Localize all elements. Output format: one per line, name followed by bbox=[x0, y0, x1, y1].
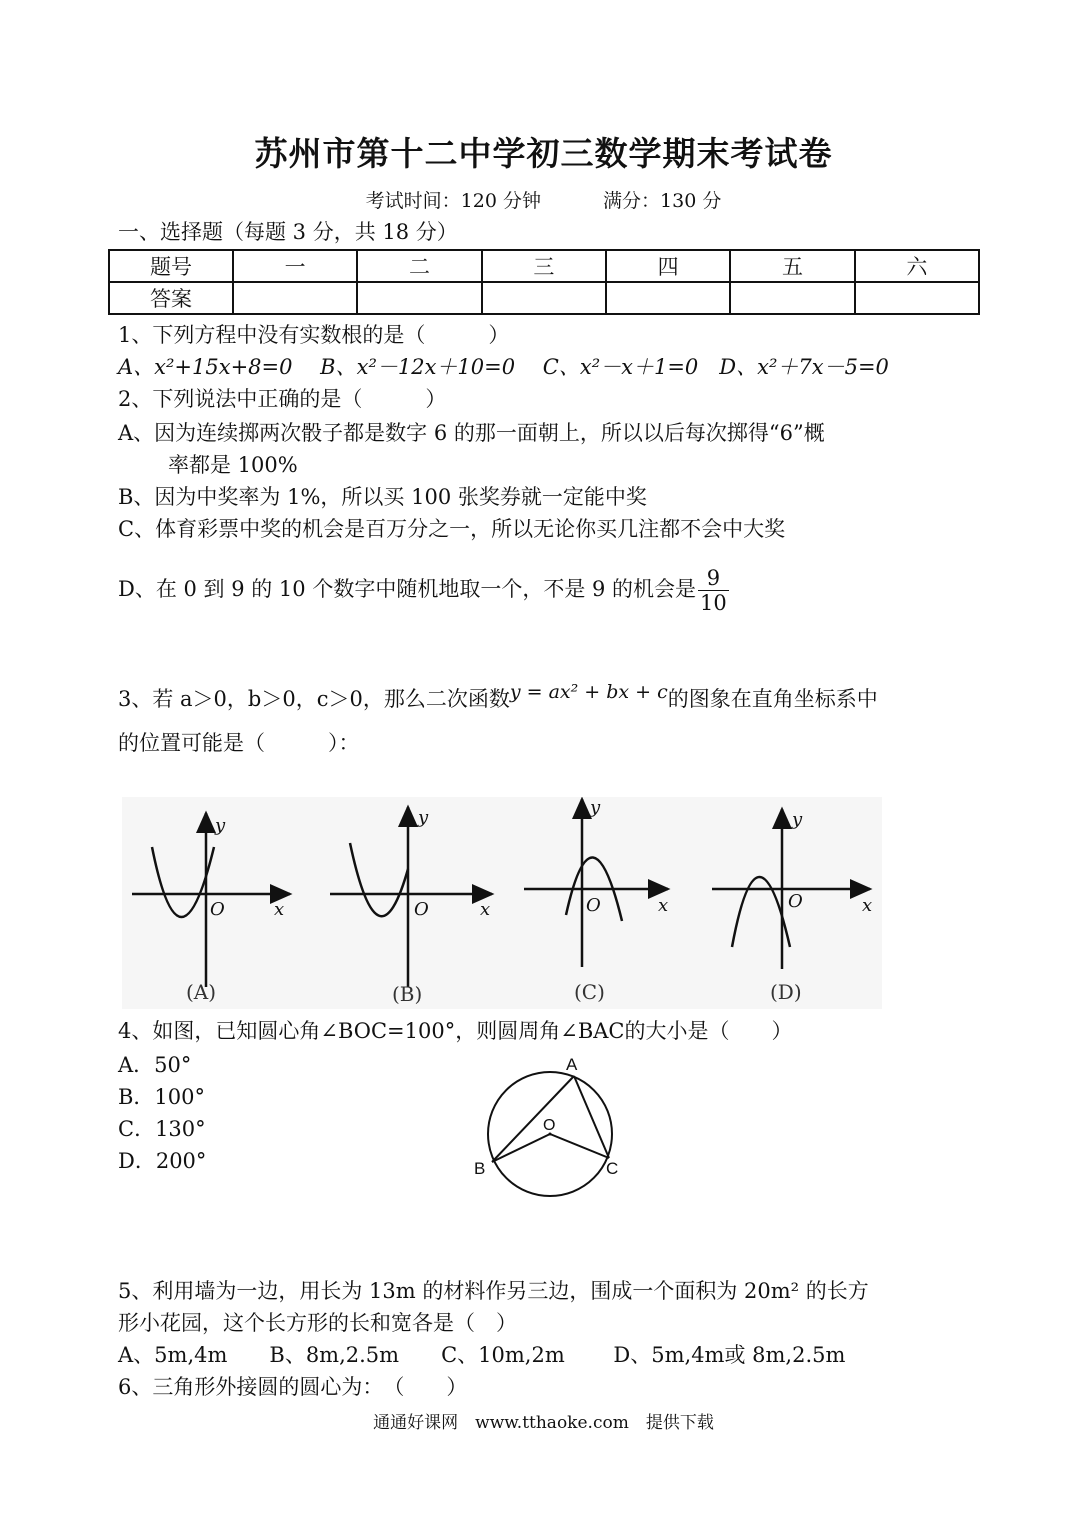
q4-option-b: B．100° bbox=[118, 1085, 206, 1109]
fraction bbox=[698, 566, 729, 615]
graph-a-caption: (A) bbox=[186, 980, 217, 1004]
q4-option-c: C．130° bbox=[118, 1117, 206, 1141]
point-c-label: C bbox=[606, 1159, 619, 1178]
table-cell: 一 bbox=[233, 250, 357, 282]
exam-time: 考试时间：120 分钟 bbox=[365, 190, 541, 212]
graph-b-caption: (B) bbox=[392, 982, 423, 1006]
parabola-graphs bbox=[122, 797, 882, 1009]
graph-a-x-label: x bbox=[274, 899, 285, 920]
exam-score: 满分：130 分 bbox=[603, 190, 722, 212]
q2-option-d-text: D、在 0 到 9 的 10 个数字中随机地取一个，不是 9 的机会是 bbox=[118, 577, 697, 601]
point-o-label: O bbox=[543, 1117, 556, 1134]
q3-graphs bbox=[122, 797, 882, 1009]
graph-a-y-label: y bbox=[215, 815, 226, 836]
q3-line2: 的位置可能是（ ）： bbox=[118, 731, 360, 755]
answer-cell[interactable] bbox=[357, 282, 481, 314]
graph-d-caption: (D) bbox=[770, 980, 802, 1004]
fraction-denominator: 10 bbox=[700, 591, 727, 615]
graph-d bbox=[712, 809, 873, 969]
answer-table bbox=[108, 249, 980, 315]
q6-stem: 6、三角形外接圆的圆心为： （ ） bbox=[118, 1375, 468, 1399]
graph-c-x-label: x bbox=[658, 895, 669, 916]
section-heading: 一、选择题（每题 3 分，共 18 分） bbox=[118, 220, 458, 244]
graph-d-y-label: y bbox=[792, 809, 803, 830]
graph-b-origin: O bbox=[414, 899, 429, 920]
fraction-numerator: 9 bbox=[698, 566, 729, 591]
q3-line1-b: 的图象在直角坐标系中 bbox=[667, 687, 878, 711]
graph-a-origin: O bbox=[210, 899, 225, 920]
graph-b bbox=[330, 807, 492, 987]
q2-option-b: B、因为中奖率为 1%，所以买 100 张奖券就一定能中奖 bbox=[118, 485, 647, 509]
footer: 通通好课网 www.tthaoke.com 提供下载 bbox=[373, 1413, 714, 1433]
table-row bbox=[109, 250, 979, 282]
q2-option-d bbox=[118, 566, 729, 615]
q3-line1 bbox=[118, 681, 878, 715]
table-cell: 五 bbox=[730, 250, 854, 282]
graph-d-origin: O bbox=[788, 891, 803, 912]
answer-cell[interactable] bbox=[730, 282, 854, 314]
answer-cell[interactable] bbox=[482, 282, 606, 314]
q4-stem: 4、如图，已知圆心角∠BOC=100°，则圆周角∠BAC的大小是（ ） bbox=[118, 1019, 793, 1043]
q3-line1-a: 3、若 a＞0，b＞0，c＞0，那么二次函数 bbox=[118, 687, 510, 711]
q4-option-a: A．50° bbox=[118, 1053, 192, 1077]
graph-b-x-label: x bbox=[480, 899, 491, 920]
q2-option-a: A、因为连续掷两次骰子都是数字 6 的那一面朝上，所以以后每次掷得“6”概 bbox=[118, 421, 825, 445]
answer-cell[interactable] bbox=[606, 282, 730, 314]
page-title: 苏州市第十二中学初三数学期末考试卷 bbox=[254, 134, 833, 173]
table-cell: 题号 bbox=[109, 250, 233, 282]
q1-stem: 1、下列方程中没有实数根的是（ ） bbox=[118, 323, 510, 347]
graph-c bbox=[524, 799, 668, 967]
q1-options: A、x²+15x+8=0 B、x²－12x＋10=0 C、x²－x＋1=0 D、x²＋7x－5=0 bbox=[118, 355, 889, 379]
q4-option-d: D．200° bbox=[118, 1149, 207, 1173]
circle-figure bbox=[466, 1050, 636, 1200]
graph-c-caption: (C) bbox=[574, 980, 605, 1004]
point-b-label: B bbox=[474, 1159, 486, 1178]
table-cell: 二 bbox=[357, 250, 481, 282]
q2-option-c: C、体育彩票中奖的机会是百万分之一，所以无论你买几注都不会中大奖 bbox=[118, 517, 786, 541]
q2-stem: 2、下列说法中正确的是（ ） bbox=[118, 387, 447, 411]
table-cell: 三 bbox=[482, 250, 606, 282]
q5-options: A、5m,4m B、8m,2.5m C、10m,2m D、5m,4m或 8m,2.5m bbox=[118, 1343, 846, 1367]
answer-cell[interactable] bbox=[233, 282, 357, 314]
graph-c-y-label: y bbox=[590, 797, 601, 818]
q3-formula: y = ax² + bx + c bbox=[509, 681, 668, 703]
table-cell: 四 bbox=[606, 250, 730, 282]
q5-line2: 形小花园，这个长方形的长和宽各是（ ） bbox=[118, 1311, 517, 1335]
table-cell: 六 bbox=[855, 250, 979, 282]
point-a-label: A bbox=[566, 1055, 578, 1074]
table-cell: 答案 bbox=[109, 282, 233, 314]
q5-line1: 5、利用墙为一边，用长为 13m 的材料作另三边，围成一个面积为 20m² 的长方 bbox=[118, 1279, 869, 1303]
q2-option-a-cont: 率都是 100% bbox=[168, 453, 298, 477]
graph-c-origin: O bbox=[586, 895, 601, 916]
table-row bbox=[109, 282, 979, 314]
graph-b-y-label: y bbox=[418, 807, 429, 828]
graph-d-x-label: x bbox=[862, 895, 873, 916]
answer-cell[interactable] bbox=[855, 282, 979, 314]
exam-info bbox=[0, 186, 1087, 213]
